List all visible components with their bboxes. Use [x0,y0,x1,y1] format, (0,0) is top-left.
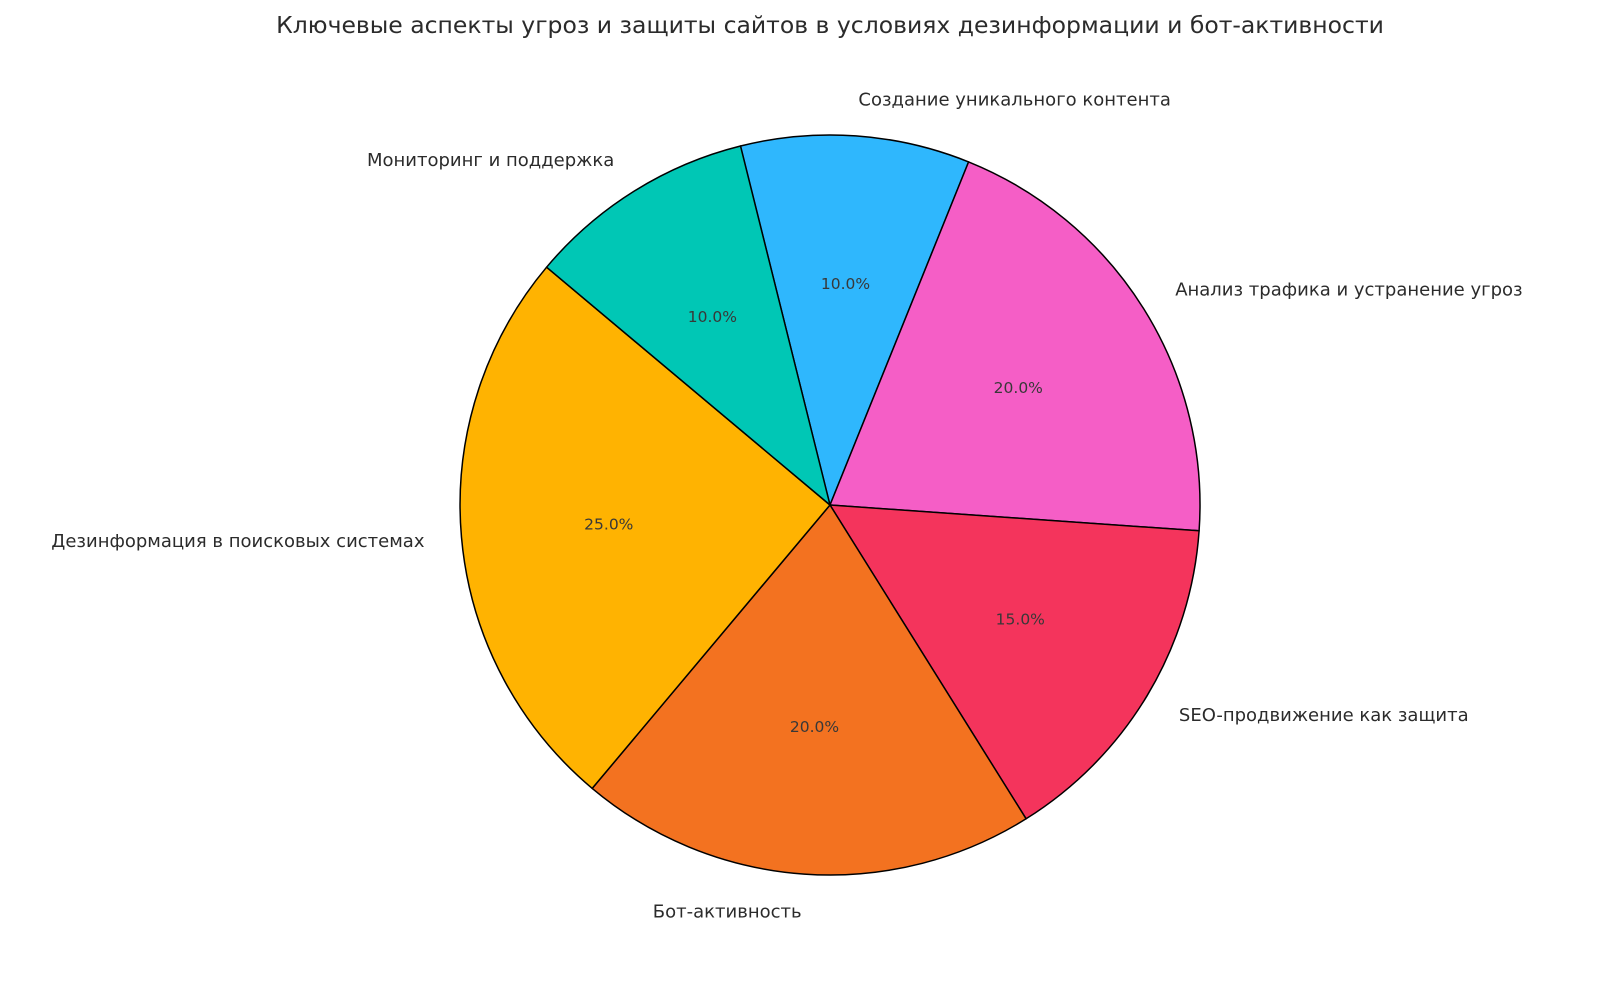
slice-label-4: Дезинформация в поисковых системах [51,530,425,552]
chart-title: Ключевые аспекты угроз и защиты сайтов в условиях дезинформации и бот-активности [276,11,1384,39]
slice-pct-label-5: 10.0% [687,308,738,327]
slice-pct-label-4: 25.0% [584,515,634,534]
slice-label-3: Бот-активность [652,901,802,923]
slice-label-2: SEO-продвижение как защита [1178,704,1469,726]
slice-label-5: Мониторинг и поддержка [367,150,615,172]
slice-label-0: Создание уникального контента [858,89,1171,111]
slice-pct-label-2: 15.0% [995,610,1045,629]
slice-label-1: Анализ трафика и устранение угроз [1175,279,1523,301]
slice-pct-label-0: 10.0% [820,274,871,293]
slice-pct-label-1: 20.0% [993,378,1043,397]
slice-pct-label-3: 20.0% [789,717,840,736]
